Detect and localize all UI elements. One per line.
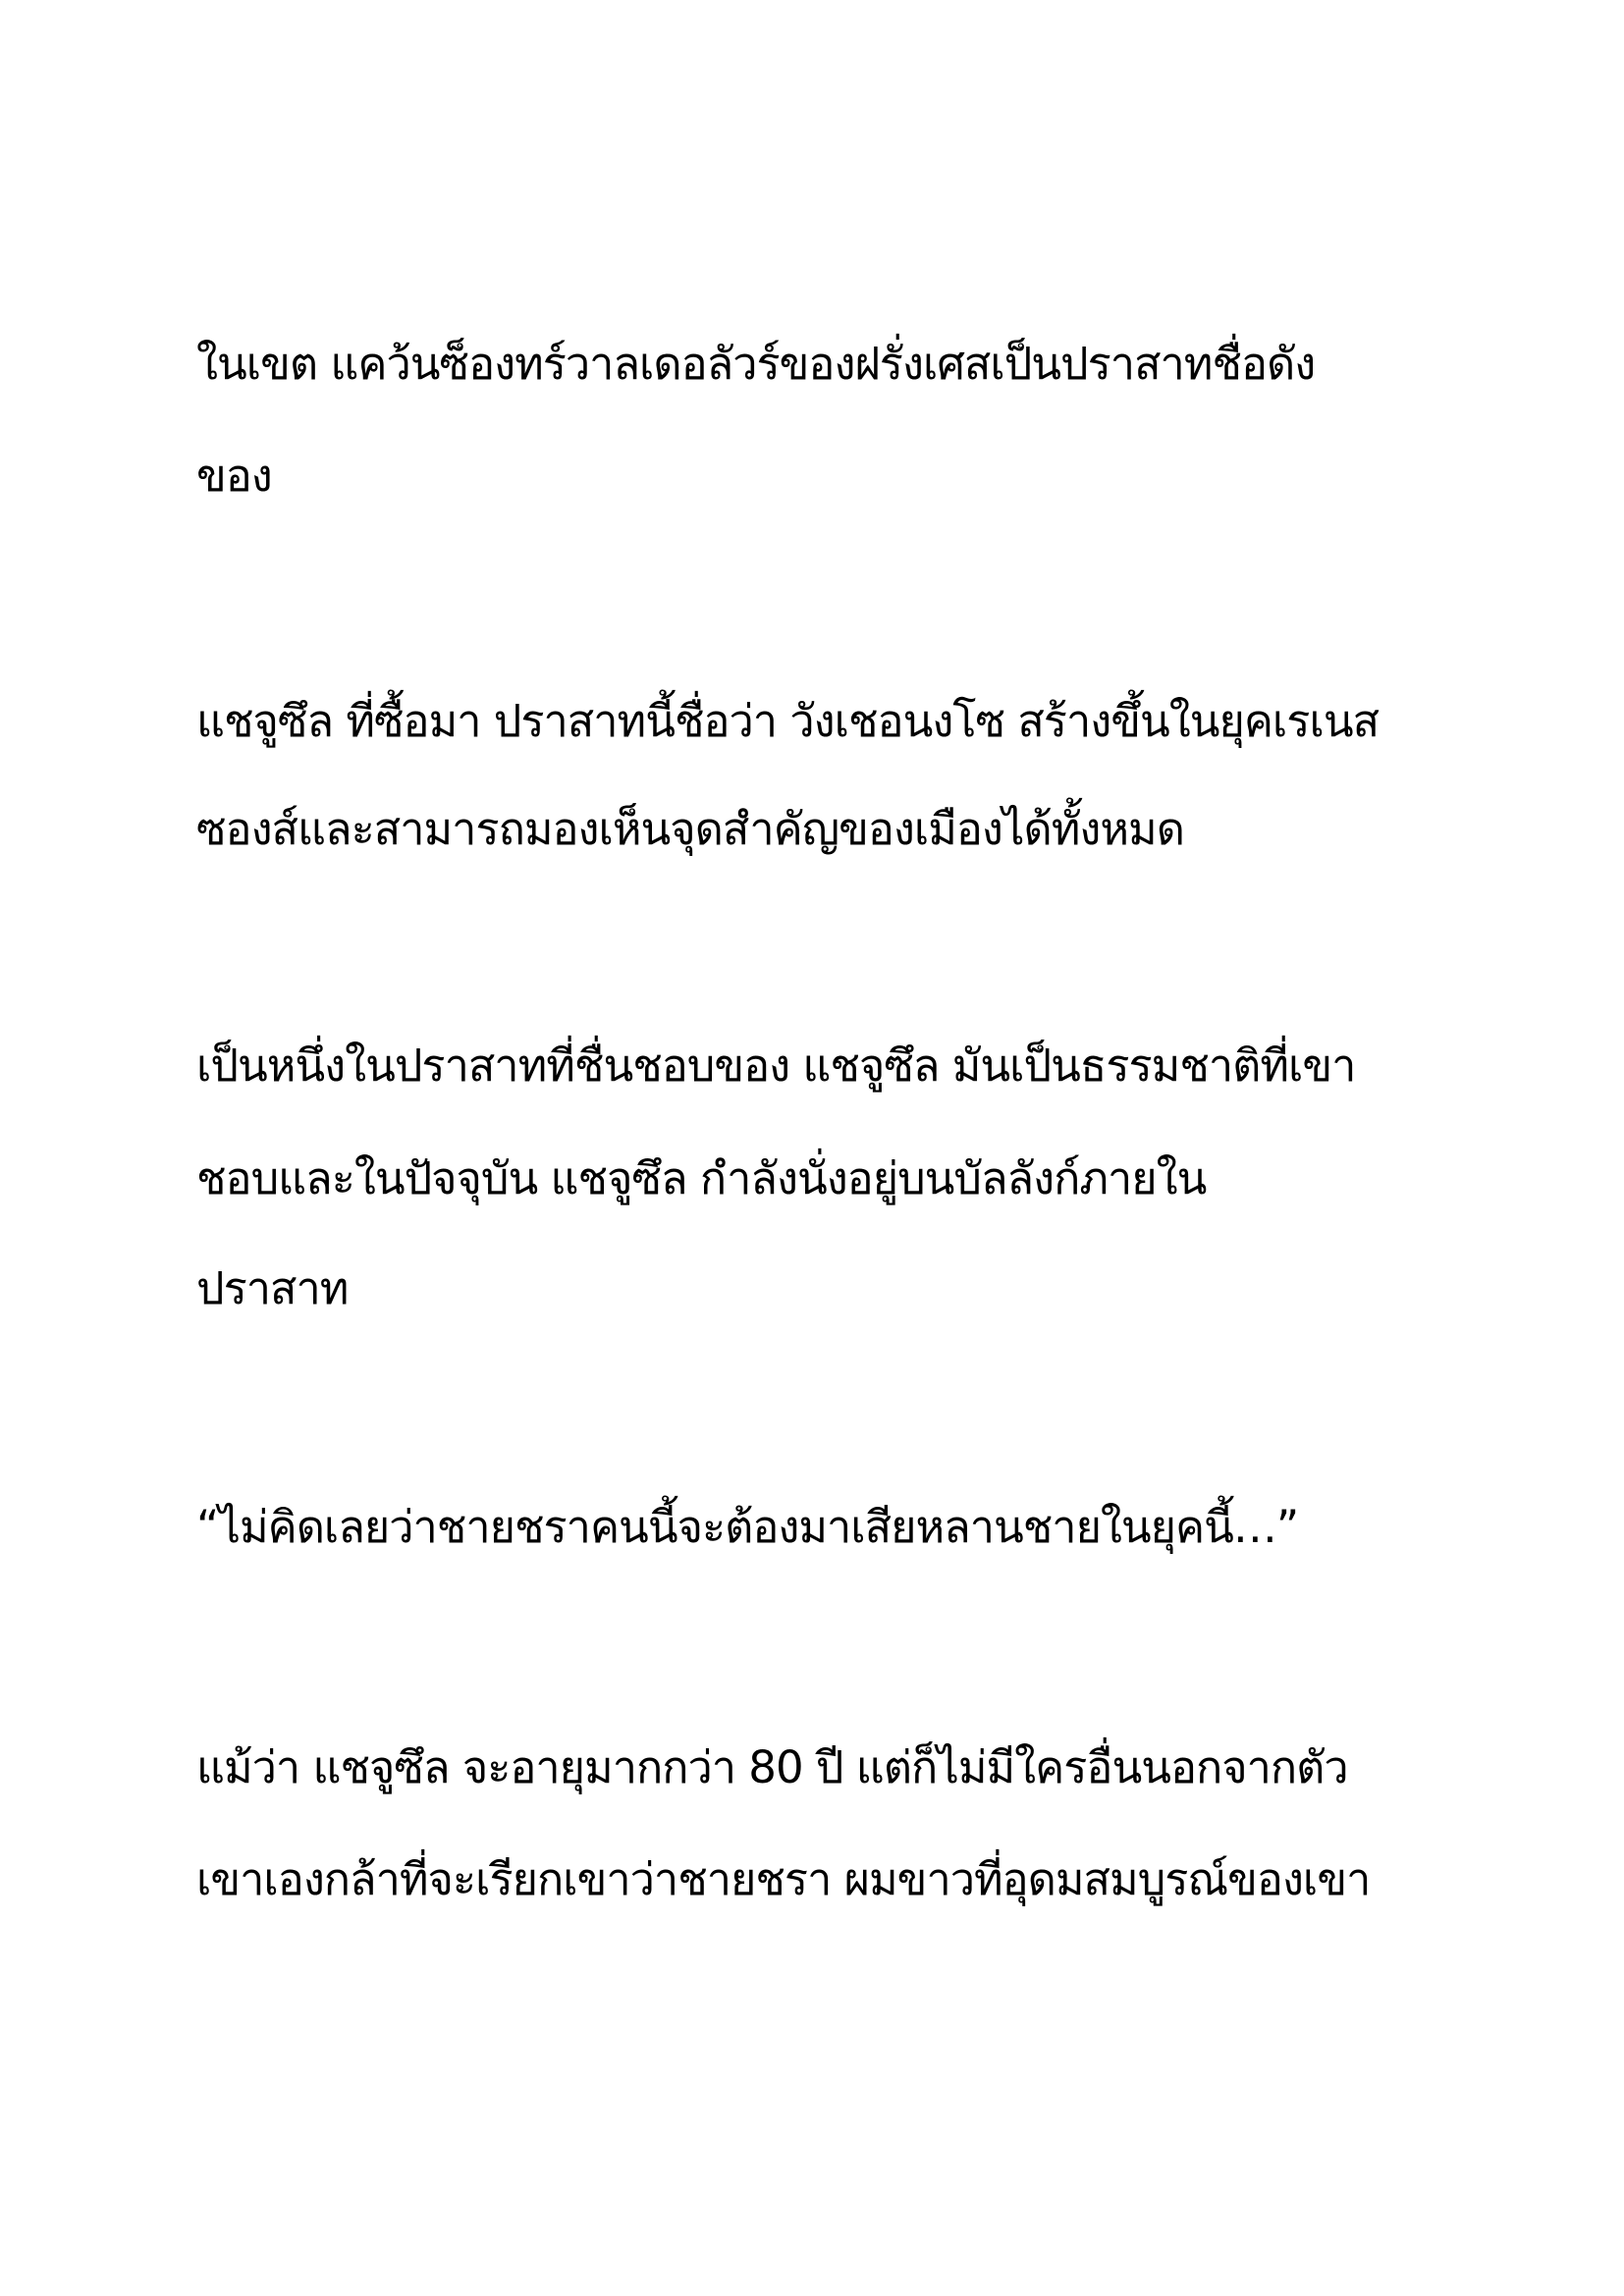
paragraph-5-line-1: แม้ว่า แชจูซึล จะอายุมากกว่า 80 ปี แต่ก็ไม่มีใครอื่นนอกจากตัว [196,1741,1348,1793]
paragraph-5-line-2: เขาเองกล้าที่จะเรียกเขาว่าชายชรา ผมขาวที่อุดมสมบูรณ์ของเขา [196,1853,1371,1905]
paragraph-3-line-2: ชอบและในปัจจุบัน แชจูซึล กำลังนั่งอยู่บนบัลลังก์ภายใน [196,1152,1207,1204]
paragraph-3-line-1: เป็นหนึ่งในปราสาทที่ชื่นชอบของ แชจูซึล มันเป็นธรรมชาติที่เขา [196,1040,1356,1092]
paragraph-3-line-3: ปราสาท [196,1262,349,1314]
paragraph-2-line-2: ซองส์และสามารถมองเห็นจุดสำคัญของเมืองได้ทั้งหมด [196,803,1184,855]
paragraph-1-line-2: ของ [196,450,272,502]
paragraph-4-line-1: “ไม่คิดเลยว่าชายชราคนนี้จะต้องมาเสียหลานชายในยุคนี้…” [196,1501,1299,1553]
paragraph-2-line-1: แชจูซึล ที่ซื้อมา ปราสาทนี้ชื่อว่า วังเชอนงโซ สร้างขึ้นในยุคเรเนส [196,695,1380,747]
paragraph-1-line-1: ในเขต แคว้นซ็องทร์วาลเดอลัวร์ของฝรั่งเศสเป็นปราสาทชื่อดัง [196,338,1316,390]
